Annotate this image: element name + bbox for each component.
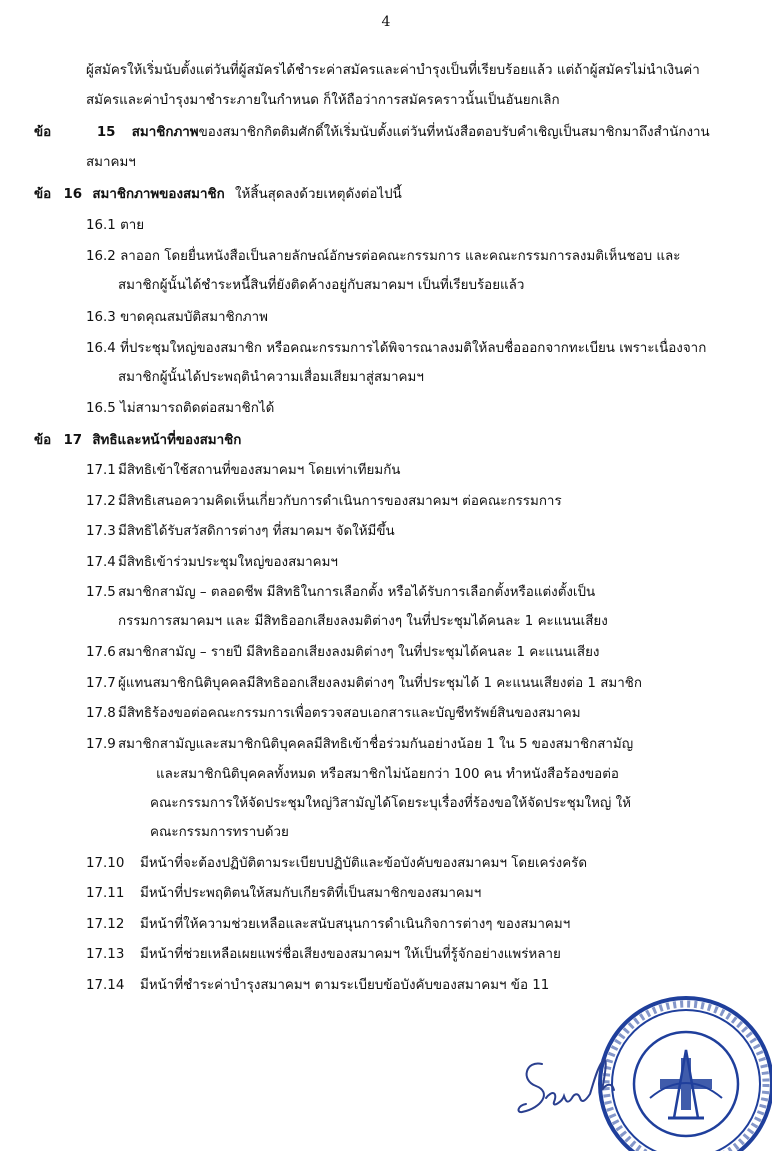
clause-16-text: ให้สิ้นสุดลงด้วยเหตุดังต่อไปนี้ — [234, 187, 402, 202]
list-item — [86, 523, 395, 541]
clause-16 — [34, 186, 402, 204]
item-number: 17.5 — [86, 585, 116, 600]
item-text: ไม่สามารถติดต่อสมาชิกได้ — [120, 401, 275, 416]
list-item — [86, 493, 562, 511]
intro-line-1: ผู้สมัครให้เริ่มนับตั้งแต่วันที่ผู้สมัครได้ชำระค่าสมัครและค่าบำรุงเป็นที่เรียบร้อยแล้ว แต่ถ้าผู้สมัครไม่นำเงินค่า — [86, 63, 700, 78]
clause-15-cont: สมาคมฯ — [86, 155, 136, 170]
item-number: 17.6 — [86, 645, 116, 660]
item-number: 17.3 — [86, 524, 116, 539]
list-item — [86, 885, 481, 903]
clause-17 — [34, 432, 241, 450]
item-text: ลาออก โดยยื่นหนังสือเป็นลายลักษณ์อักษรต่อคณะกรรมการ และคณะกรรมการลงมติเห็นชอบ และ — [120, 249, 681, 264]
item-text: มีสิทธิเข้าร่วมประชุมใหญ่ของสมาคมฯ — [118, 555, 338, 570]
item-number: 17.1 — [86, 463, 116, 478]
list-item-cont: สมาชิกผู้นั้นได้ชำระหนี้สินที่ยังติดค้างอยู่กับสมาคมฯ เป็นที่เรียบร้อยแล้ว — [118, 278, 525, 293]
item-text: มีสิทธิร้องขอต่อคณะกรรมการเพื่อตรวจสอบเอกสารและบัญชีทรัพย์สินของสมาคม — [118, 706, 581, 721]
item-number: 17.14 — [86, 978, 125, 993]
list-item — [86, 584, 595, 602]
list-item — [86, 946, 561, 964]
item-text: มีสิทธิเสนอความคิดเห็นเกี่ยวกับการดำเนินการของสมาคมฯ ต่อคณะกรรมการ — [118, 494, 562, 509]
item-text: มีสิทธิเข้าใช้สถานที่ของสมาคมฯ โดยเท่าเทียมกัน — [118, 463, 401, 478]
clause-16-number: 16 — [63, 187, 83, 202]
list-item — [86, 705, 581, 723]
list-item — [86, 554, 338, 572]
item-text: ตาย — [120, 218, 145, 233]
clause-15-prefix: ข้อ — [34, 125, 52, 140]
item-text: มีหน้าที่ช่วยเหลือเผยแพร่ชื่อเสียงของสมาคมฯ ให้เป็นที่รู้จักอย่างแพร่หลาย — [140, 947, 561, 962]
item-number: 17.7 — [86, 676, 116, 691]
item-number: 17.13 — [86, 947, 125, 962]
list-item-cont: คณะกรรมการให้จัดประชุมใหญ่วิสามัญได้โดยระบุเรื่องที่ร้องขอให้จัดประชุมใหญ่ ให้ — [150, 796, 631, 811]
clause-16-heading: สมาชิกภาพของสมาชิก — [92, 187, 225, 202]
list-item — [86, 462, 400, 480]
list-item — [86, 644, 599, 662]
clause-17-prefix: ข้อ — [34, 433, 52, 448]
list-item-cont: กรรมการสมาคมฯ และ มีสิทธิออกเสียงลงมติต่างๆ ในที่ประชุมได้คนละ 1 คะแนนเสียง — [118, 614, 608, 629]
item-number: 17.12 — [86, 917, 125, 932]
list-item — [86, 916, 570, 934]
signature — [512, 1050, 622, 1120]
list-item-cont: และสมาชิกนิติบุคคลทั้งหมด หรือสมาชิกไม่น้อยกว่า 100 คน ทำหนังสือร้องขอต่อ — [156, 767, 619, 782]
list-item — [86, 248, 680, 266]
list-item — [86, 855, 587, 873]
item-number: 16.2 — [86, 249, 116, 264]
list-item — [86, 340, 706, 358]
item-number: 16.3 — [86, 310, 116, 325]
item-text: มีสิทธิได้รับสวัสดิการต่างๆ ที่สมาคมฯ จัดให้มีขึ้น — [118, 524, 395, 539]
clause-15-text: ของสมาชิกกิตติมศักดิ์ให้เริ่มนับตั้งแต่วันที่หนังสือตอบรับคำเชิญเป็นสมาชิกมาถึงสำนักงาน — [198, 125, 710, 140]
item-text: มีหน้าที่ให้ความช่วยเหลือและสนับสนุนการดำเนินกิจการต่างๆ ของสมาคมฯ — [140, 917, 571, 932]
item-number: 17.2 — [86, 494, 116, 509]
list-item-cont: คณะกรรมการทราบด้วย — [150, 825, 289, 840]
intro-line-2: สมัครและค่าบำรุงมาชำระภายในกำหนด ก็ให้ถือว่าการสมัครคราวนั้นเป็นอันยกเลิก — [86, 93, 560, 108]
item-number: 17.10 — [86, 856, 125, 871]
item-number: 16.5 — [86, 401, 116, 416]
item-number: 17.4 — [86, 555, 116, 570]
item-text: ที่ประชุมใหญ่ของสมาชิก หรือคณะกรรมการได้พิจารณาลงมติให้ลบชื่อออกจากทะเบียน เพราะเนื่องจาก — [120, 341, 707, 356]
clause-15-number: 15 — [96, 125, 116, 140]
item-number: 16.1 — [86, 218, 116, 233]
item-text: ขาดคุณสมบัติสมาชิกภาพ — [120, 310, 268, 325]
item-text: มีหน้าที่ชำระค่าบำรุงสมาคมฯ ตามระเบียบข้อบังคับของสมาคมฯ ข้อ 11 — [140, 978, 550, 993]
item-text: สมาชิกสามัญและสมาชิกนิติบุคคลมีสิทธิเข้าชื่อร่วมกันอย่างน้อย 1 ใน 5 ของสมาชิกสามัญ — [118, 737, 634, 752]
item-text: สมาชิกสามัญ – ตลอดชีพ มีสิทธิในการเลือกตั้ง หรือได้รับการเลือกตั้งหรือแต่งตั้งเป็น — [118, 585, 596, 600]
item-text: ผู้แทนสมาชิกนิติบุคคลมีสิทธิออกเสียงลงมติต่างๆ ในที่ประชุมได้ 1 คะแนนเสียงต่อ 1 สมาชิก — [118, 676, 642, 691]
item-number: 17.9 — [86, 737, 116, 752]
clause-17-number: 17 — [63, 433, 83, 448]
item-number: 16.4 — [86, 341, 116, 356]
list-item — [86, 736, 633, 754]
item-number: 17.8 — [86, 706, 116, 721]
list-item — [86, 400, 274, 418]
list-item — [86, 217, 144, 235]
clause-15 — [34, 124, 710, 142]
list-item — [86, 675, 642, 693]
list-item — [86, 309, 268, 327]
list-item — [86, 977, 549, 995]
clause-17-heading: สิทธิและหน้าที่ของสมาชิก — [92, 433, 242, 448]
page-number: 4 — [381, 14, 391, 30]
clause-15-heading: สมาชิกภาพ — [131, 125, 199, 140]
item-number: 17.11 — [86, 886, 125, 901]
clause-16-prefix: ข้อ — [34, 187, 52, 202]
list-item-cont: สมาชิกผู้นั้นได้ประพฤตินำความเสื่อมเสียมาสู่สมาคมฯ — [118, 370, 424, 385]
item-text: มีหน้าที่ประพฤติตนให้สมกับเกียรติที่เป็นสมาชิกของสมาคมฯ — [140, 886, 482, 901]
item-text: มีหน้าที่จะต้องปฏิบัติตามระเบียบปฏิบัติและข้อบังคับของสมาคมฯ โดยเคร่งครัด — [140, 856, 588, 871]
item-text: สมาชิกสามัญ – รายปี มีสิทธิออกเสียงลงมติต่างๆ ในที่ประชุมได้คนละ 1 คะแนนเสียง — [118, 645, 600, 660]
